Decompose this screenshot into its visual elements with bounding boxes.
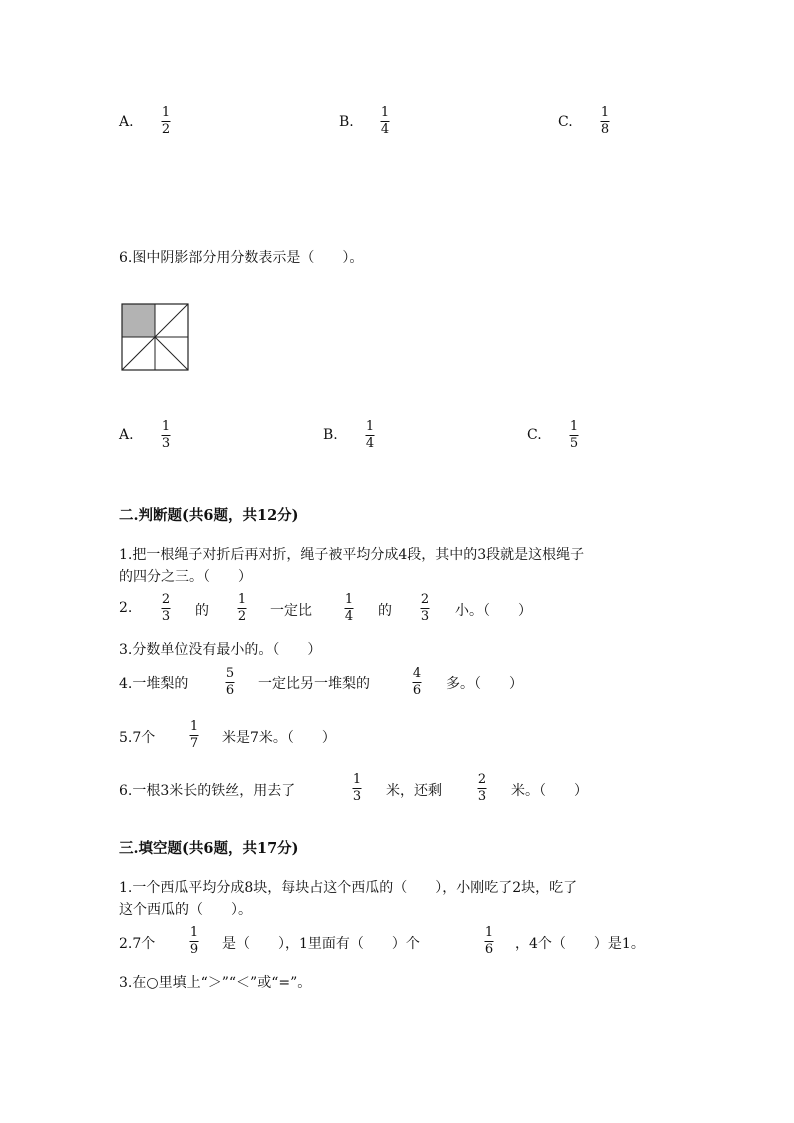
- numerator: 2: [161, 592, 171, 607]
- question-text: 米，还剩: [386, 783, 442, 799]
- denominator: 4: [365, 436, 375, 451]
- numerator: 1: [569, 419, 579, 434]
- question-text: 2.7个: [119, 936, 156, 952]
- denominator: 5: [569, 436, 579, 451]
- question-text: ，4个（ ）是1。: [515, 936, 645, 952]
- numerator: 1: [161, 105, 171, 120]
- fraction: [381, 106, 390, 137]
- question-text: 的: [195, 603, 209, 619]
- denominator: 6: [412, 683, 422, 698]
- denominator: 3: [161, 436, 171, 451]
- option-label: C.: [527, 427, 542, 443]
- fraction: [413, 667, 422, 698]
- fraction: [366, 420, 375, 451]
- denominator: 9: [189, 942, 199, 957]
- question-text: 的: [378, 603, 392, 619]
- fraction: [570, 420, 579, 451]
- fraction: [190, 720, 199, 751]
- section-heading: 二.判断题(共6题，共12分): [119, 507, 299, 524]
- numerator: 1: [189, 925, 199, 940]
- denominator: 6: [225, 683, 235, 698]
- question-text: 是（ ），1里面有（ ）个: [222, 936, 420, 952]
- numerator: 1: [352, 772, 362, 787]
- question-text: 的四分之三。（ ）: [119, 569, 252, 585]
- shaded-region: [122, 304, 155, 337]
- denominator: 6: [484, 942, 494, 957]
- question-text: 6.图中阴影部分用分数表示是（ ）。: [119, 250, 364, 266]
- numerator: 1: [161, 419, 171, 434]
- numerator: 1: [189, 719, 199, 734]
- question-text: 小。（ ）: [455, 603, 532, 619]
- numerator: 5: [225, 666, 235, 681]
- option-label: B.: [323, 427, 338, 443]
- fraction: [601, 106, 610, 137]
- question-text: 这个西瓜的（ ）。: [119, 902, 252, 918]
- question-number: 2.: [119, 600, 133, 616]
- fraction: [478, 773, 487, 804]
- fraction: [162, 106, 171, 137]
- numerator: 2: [477, 772, 487, 787]
- question-text: 米是7米。（ ）: [222, 730, 336, 746]
- section-heading: 三.填空题(共6题，共17分): [119, 840, 299, 857]
- numerator: 1: [237, 592, 247, 607]
- question-text: 5.7个: [119, 730, 156, 746]
- denominator: 3: [420, 609, 430, 624]
- question-text: 多。（ ）: [446, 676, 523, 692]
- question-text: 3.分数单位没有最小的。（ ）: [119, 642, 322, 658]
- fraction: [353, 773, 362, 804]
- denominator: 3: [477, 789, 487, 804]
- fraction: [238, 593, 247, 624]
- question-text: 一定比: [270, 603, 312, 619]
- fraction-figure: [120, 302, 190, 372]
- question-text: 米。（ ）: [511, 783, 588, 799]
- numerator: 1: [344, 592, 354, 607]
- diagonal-bottom-right: [155, 337, 188, 370]
- denominator: 2: [237, 609, 247, 624]
- question-text: 一定比另一堆梨的: [258, 676, 370, 692]
- numerator: 1: [380, 105, 390, 120]
- question-text: 6.一根3米长的铁丝，用去了: [119, 783, 296, 799]
- numerator: 1: [600, 105, 610, 120]
- numerator: 2: [420, 592, 430, 607]
- diagonal-top-right: [155, 304, 188, 337]
- fraction: [226, 667, 235, 698]
- denominator: 7: [189, 736, 199, 751]
- numerator: 4: [412, 666, 422, 681]
- fraction: [162, 593, 171, 624]
- denominator: 3: [161, 609, 171, 624]
- question-text: 1.一个西瓜平均分成8块，每块占这个西瓜的（ ），小刚吃了2块，吃了: [119, 880, 578, 896]
- denominator: 4: [380, 122, 390, 137]
- fraction: [345, 593, 354, 624]
- numerator: 1: [365, 419, 375, 434]
- fraction: [190, 926, 199, 957]
- denominator: 4: [344, 609, 354, 624]
- option-label: B.: [339, 114, 354, 130]
- option-label: C.: [558, 114, 573, 130]
- question-text: 1.把一根绳子对折后再对折，绳子被平均分成4段，其中的3段就是这根绳子: [119, 547, 585, 563]
- option-label: A.: [119, 427, 134, 443]
- question-text: 3.在○里填上“＞”“＜”或“=”。: [119, 975, 312, 991]
- diagonal-bottom-left: [122, 337, 155, 370]
- fraction: [485, 926, 494, 957]
- denominator: 8: [600, 122, 610, 137]
- denominator: 3: [352, 789, 362, 804]
- fraction: [421, 593, 430, 624]
- fraction: [162, 420, 171, 451]
- numerator: 1: [484, 925, 494, 940]
- option-label: A.: [119, 114, 134, 130]
- denominator: 2: [161, 122, 171, 137]
- question-text: 4.一堆梨的: [119, 676, 189, 692]
